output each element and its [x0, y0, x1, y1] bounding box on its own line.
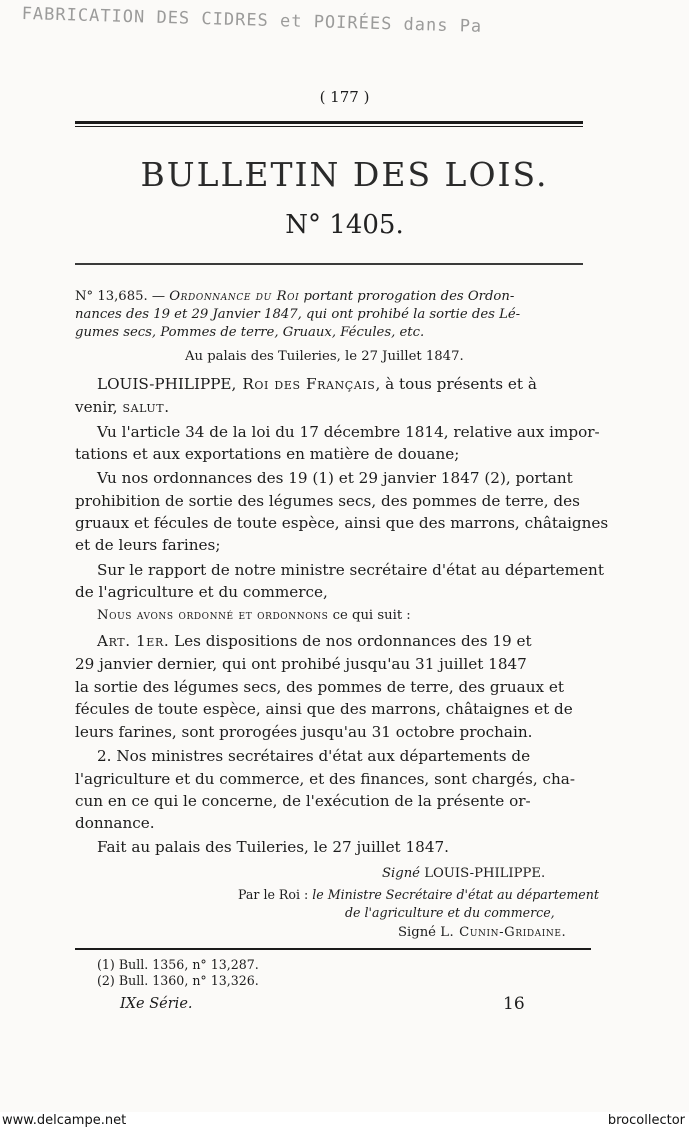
article2-line-1: 2. Nos ministres secrétaires d'état aux départements de: [97, 747, 531, 765]
article2-line-3: cun en ce qui le concerne, de l'exécution de la présente or-: [75, 792, 531, 810]
report-line-2: de l'agriculture et du commerce,: [75, 583, 328, 601]
footnote-1: (1) Bull. 1356, n° 13,287.: [97, 957, 259, 972]
footnote-2: (2) Bull. 1360, n° 13,326.: [97, 973, 259, 988]
salut: salut.: [122, 398, 170, 416]
ordinance-header-line-3: gumes secs, Pommes de terre, Gruaux, Fécules, etc.: [75, 325, 425, 340]
ordain-formula: Nous avons ordonné et ordonnons: [97, 608, 329, 623]
article1-line-2: 29 janvier dernier, qui ont prohibé jusqu'au 31 juillet 1847: [75, 655, 527, 673]
king-signature: Signé LOUIS-PHILIPPE.: [382, 866, 546, 881]
consider1-line-1: Vu l'article 34 de la loi du 17 décembre 1814, relative aux impor-: [97, 423, 600, 441]
footnote-rule: [75, 948, 591, 950]
source-site: www.delcampe.net: [2, 1113, 127, 1128]
article1-line-3: la sortie des légumes secs, des pommes de terre, des gruaux et: [75, 678, 564, 696]
king-name: LOUIS-PHILIPPE: [97, 375, 232, 393]
series-label: IXe Série.: [120, 996, 193, 1012]
bulletin-number: N° 1405.: [285, 210, 404, 240]
article1-line-1: Art. 1er. Les dispositions de nos ordonnances des 19 et: [97, 632, 532, 650]
title-rule: [75, 263, 583, 265]
intro-line-2: venir, salut.: [75, 398, 170, 416]
king-title: , Roi des Français: [231, 375, 376, 393]
intro-line-1: [97, 373, 589, 395]
sheet-number: 16: [503, 994, 525, 1014]
top-rule: [75, 121, 583, 124]
watermark-bar: [0, 1112, 689, 1131]
article2-line-4: donnance.: [75, 814, 155, 832]
ordinance-header-line-2: nances des 19 et 29 Janvier 1847, qui ont prohibé la sortie des Lé-: [75, 307, 521, 322]
ordinance-subject: portant prorogation des Ordon-: [299, 289, 515, 304]
bulletin-title: BULLETIN DES LOIS.: [140, 155, 549, 194]
ordinance-number: N° 13,685. —: [75, 289, 170, 304]
article2-line-2: l'agriculture et du commerce, et des finances, sont chargés, cha-: [75, 770, 575, 788]
seller-name: brocollector: [607, 1113, 685, 1128]
article1-line-4: fécules de toute espèce, ainsi que des marrons, châtaignes et de: [75, 700, 573, 718]
ordain-line: Nous avons ordonné et ordonnons ce qui suit :: [97, 608, 411, 623]
report-line-1: Sur le rapport de notre ministre secrétaire d'état au département: [97, 561, 604, 579]
consider2-line-1: Vu nos ordonnances des 19 (1) et 29 janvier 1847 (2), portant: [97, 469, 573, 487]
minister-signature: Signé L. Cunin-Gridaine.: [398, 925, 567, 940]
minister-line-1: Par le Roi : le Ministre Secrétaire d'état au département: [238, 887, 599, 902]
consider1-line-2: tations et aux exportations en matière de douane;: [75, 445, 460, 463]
ordinance-type: Ordonnance du Roi: [169, 289, 300, 304]
article1-line-5: leurs farines, sont prorogées jusqu'au 31 octobre prochain.: [75, 723, 533, 741]
minister-line-2: de l'agriculture et du commerce,: [345, 905, 555, 920]
intro-greeting: , à tous présents et à: [375, 375, 537, 393]
article-label: Art. 1er.: [97, 632, 170, 650]
done-at: Fait au palais des Tuileries, le 27 juillet 1847.: [97, 838, 449, 856]
page-number: ( 177 ): [319, 88, 370, 106]
consider2-line-3: gruaux et fécules de toute espèce, ainsi que des marrons, châtaignes: [75, 514, 609, 532]
top-rule-thin: [75, 126, 583, 127]
place-date: Au palais des Tuileries, le 27 Juillet 1847.: [185, 349, 464, 364]
handwritten-annotation: FABRICATION DES CIDRES et POIRÉES dans Pa: [21, 4, 483, 37]
consider2-line-2: prohibition de sortie des légumes secs, des pommes de terre, des: [75, 492, 580, 510]
consider2-line-4: et de leurs farines;: [75, 536, 221, 554]
